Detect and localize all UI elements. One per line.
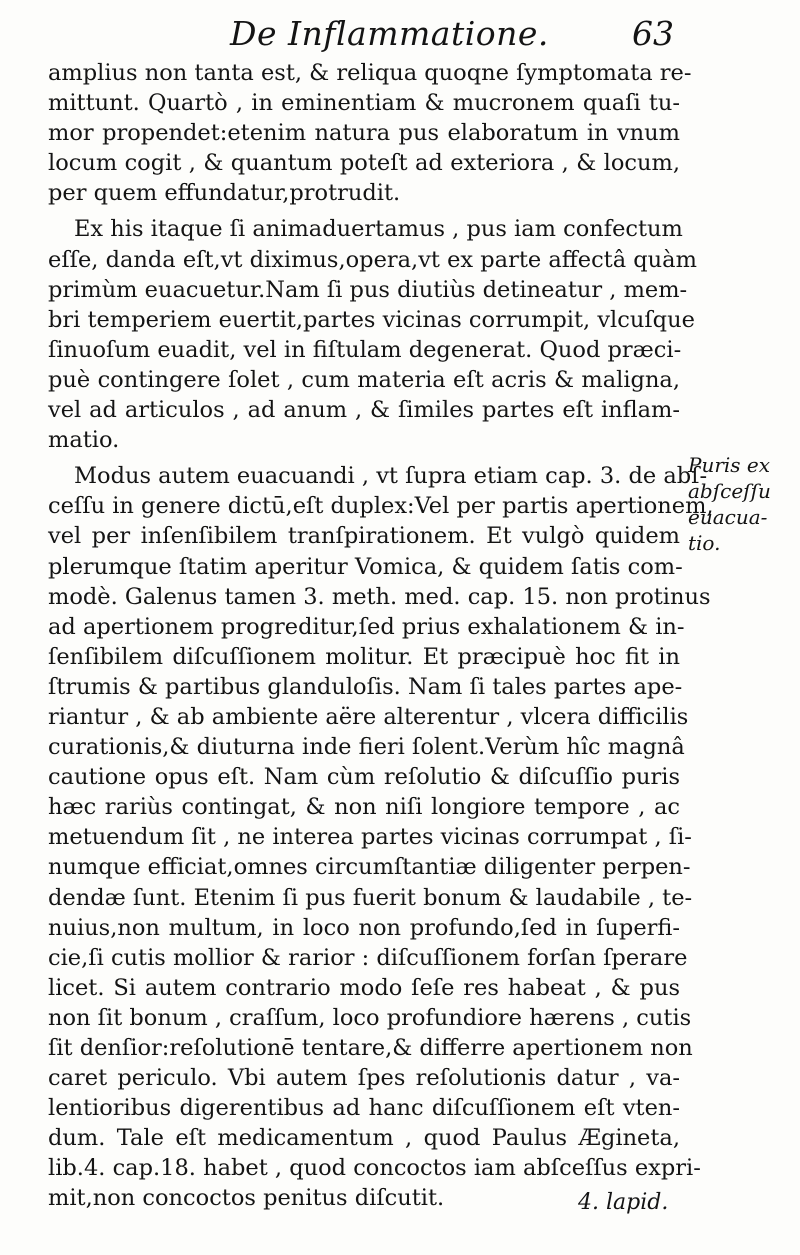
text-line: amplius non tanta est, & reliqua quoqne ſymptomata re- bbox=[48, 60, 692, 86]
page-header bbox=[0, 10, 800, 60]
text-line: caret periculo. Vbi autem ſpes reſolutionis datur , va- bbox=[48, 1065, 680, 1092]
text-line: ceſſu in genere dictū,eſt duplex:Vel per partis apertionem, bbox=[48, 493, 714, 520]
text-line: plerumque ſtatim aperitur Vomica, & quidem ſatis com- bbox=[48, 553, 683, 580]
text-line: ſit denſior:reſolutionē tentare,& differre apertionem non bbox=[48, 1035, 693, 1061]
text-line: ſinuoſum euadit, vel in fiſtulam degenerat. Quod præci- bbox=[48, 336, 682, 363]
text-line: modè. Galenus tamen 3. meth. med. cap. 15. non protinus bbox=[48, 583, 711, 610]
text-line: ad apertionem progreditur,ſed prius exhalationem & in- bbox=[48, 613, 685, 640]
margin-note bbox=[688, 452, 788, 556]
text-line: cie,ſi cutis mollior & rarior : diſcuſſionem forſan ſperare bbox=[48, 944, 688, 971]
text-line: riantur , & ab ambiente aëre alterentur , vlcera difficilis bbox=[48, 703, 689, 730]
text-line: numque efficiat,omnes circumſtantiæ diligenter perpen- bbox=[48, 854, 691, 881]
text-line: dendæ ſunt. Etenim ſi pus fuerit bonum & laudabile , te- bbox=[48, 884, 693, 911]
text-line: non ſit bonum , craſſum, loco profundiore hærens , cutis bbox=[48, 1004, 692, 1031]
text-line: dum. Tale eſt medicamentum , quod Paulus Ægineta, bbox=[48, 1125, 680, 1152]
paragraph bbox=[48, 58, 692, 208]
text-line: mor propendet:etenim natura pus elaboratum in vnum bbox=[48, 120, 680, 147]
paragraph bbox=[48, 214, 697, 455]
text-line: nuius,non multum, in loco non profundo,ſed in ſuperfi- bbox=[48, 914, 680, 941]
text-line: locum cogit , & quantum poteſt ad exteriora , & locum, bbox=[48, 150, 680, 177]
text-line: per quem effundatur,protrudit. bbox=[48, 180, 401, 207]
text-line: Modus autem euacuandi , vt ſupra etiam cap. 3. de abſ- bbox=[74, 463, 708, 490]
text-line: vel per inſenſibilem tranſpirationem. Et vulgò quidem bbox=[48, 523, 680, 550]
text-line: vel ad articulos , ad anum , & ſimiles partes eſt inflam- bbox=[48, 397, 680, 424]
text-line: metuendum ſit , ne interea partes vicinas corrumpat , ſi- bbox=[48, 824, 692, 851]
page-number: 63 bbox=[632, 14, 674, 53]
text-line: cautione opus eſt. Nam cùm reſolutio & diſcuſſio puris bbox=[48, 764, 680, 791]
text-line: ſtrumis & partibus glanduloſis. Nam ſi tales partes ape- bbox=[48, 673, 683, 700]
text-line: Ex his itaque ſi animaduertamus , pus iam confectum bbox=[74, 216, 683, 243]
catchword: 4. lapid. bbox=[578, 1190, 669, 1215]
text-line: primùm euacuetur.Nam ſi pus diutiùs detineatur , mem- bbox=[48, 276, 688, 303]
paragraph bbox=[48, 461, 714, 1213]
margin-note-line: Puris ex bbox=[688, 453, 771, 477]
margin-note-line: euacua- bbox=[688, 505, 768, 529]
text-line: puè contingere ſolet , cum materia eſt acris & maligna, bbox=[48, 366, 680, 393]
text-line: lib.4. cap.18. habet , quod concoctos iam abſceſſus expri- bbox=[48, 1155, 701, 1182]
text-line: matio. bbox=[48, 427, 120, 454]
running-title: De Inflammatione. bbox=[230, 14, 549, 53]
text-line: ſenſibilem diſcuſſionem molitur. Et præcipuè hoc fit in bbox=[48, 643, 680, 670]
margin-note-line: tio. bbox=[688, 531, 721, 555]
text-line: curationis,& diuturna inde fieri ſolent.Verùm hîc magnâ bbox=[48, 734, 685, 761]
text-line: hæc rariùs contingat, & non niſi longiore tempore , ac bbox=[48, 794, 680, 821]
text-line: bri temperiem euertit,partes vicinas corrumpit, vlcuſque bbox=[48, 306, 695, 333]
text-line: licet. Si autem contrario modo ſeſe res habeat , & pus bbox=[48, 974, 680, 1001]
text-line: lentioribus digerentibus ad hanc diſcuſſionem eſt vten- bbox=[48, 1095, 680, 1122]
text-line: mit,non concoctos penitus diſcutit. bbox=[48, 1185, 445, 1212]
text-line: mittunt. Quartò , in eminentiam & mucronem quaſi tu- bbox=[48, 90, 680, 117]
body-text bbox=[48, 58, 714, 1214]
margin-note-line: abſceſſu bbox=[688, 479, 771, 503]
text-line: eſſe, danda eſt,vt diximus,opera,vt ex parte affectâ quàm bbox=[48, 246, 697, 273]
